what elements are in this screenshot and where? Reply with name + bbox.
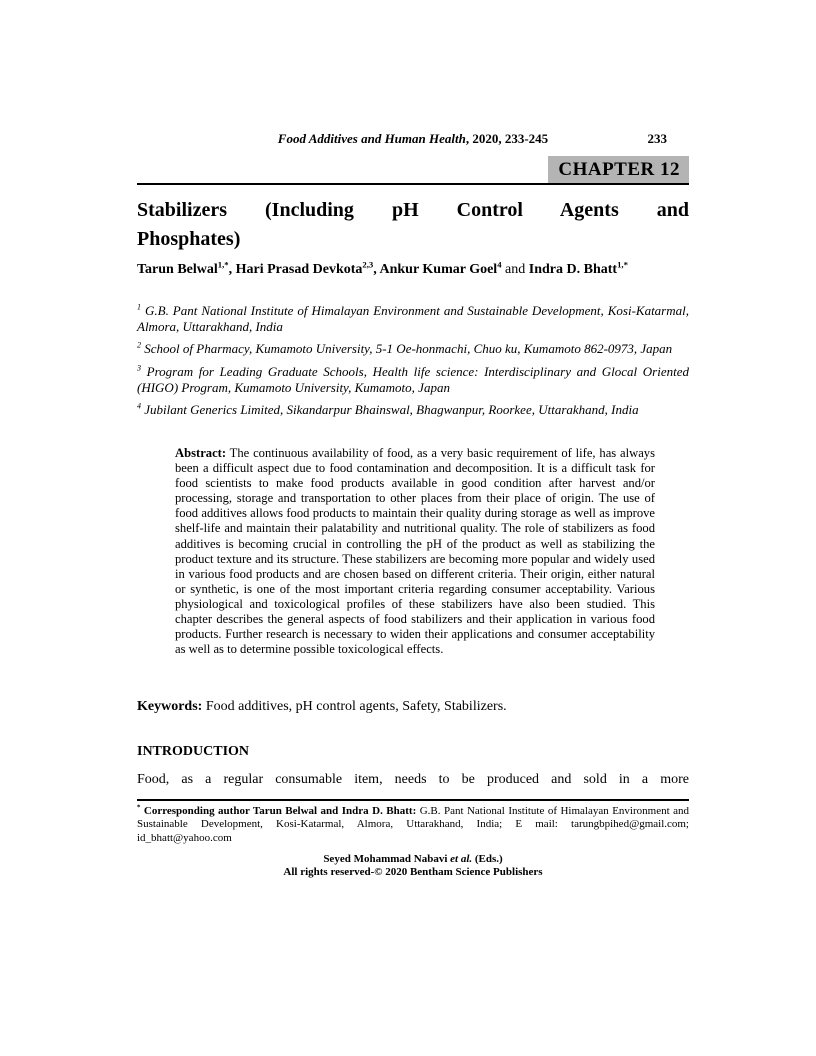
affiliation [137,303,689,335]
journal-reference: Food Additives and Human Health [277,131,466,146]
editors-suffix: (Eds.) [472,853,503,865]
header-rule [137,183,689,185]
affiliation [137,341,689,357]
affiliation-superscript: 2 [137,341,142,351]
journal-reference-detail: , 2020, 233-245 [465,131,549,146]
author-superscript: 1,* [217,259,229,270]
introduction-paragraph: Food, as a regular consumable item, needs to be produced and sold in a more [137,772,689,787]
authors-line [137,261,689,279]
chapter-title-line1: Stabilizers (Including pH Control Agents and [137,199,689,221]
et-al: et al. [450,853,473,865]
author-name: Indra D. Bhatt [528,262,618,277]
author-superscript: 1,* [617,259,628,270]
footnote-lead: Corresponding author Tarun Belwal and Indra D. Bhatt: [140,805,417,817]
chapter-title [137,196,689,253]
copyright-line: All rights reserved-© 2020 Bentham Science Publishers [283,866,543,878]
affiliations [137,303,689,424]
author-conjunction: and [501,262,529,277]
affiliation [137,402,689,418]
keywords-text: Food additives, pH control agents, Safety, Stabilizers. [202,699,507,714]
chapter-title-line2: Phosphates) [137,227,241,250]
abstract-label: Abstract: [175,446,227,460]
introduction-heading: INTRODUCTION [137,744,250,759]
editors-name: Seyed Mohammad Nabavi [323,853,451,865]
book-footer [137,853,689,879]
author-name: Hari Prasad Devkota [235,262,363,277]
footnote-rule [137,799,689,801]
affiliation-text: School of Pharmacy, Kumamoto University, 5-1 Oe-honmachi, Chuo ku, Kumamoto 862-0973, Japan [141,341,673,357]
affiliation-text: G.B. Pant National Institute of Himalayan Environment and Sustainable Development, Kosi-Katarmal, Almora, Uttarakhand, India [137,303,689,335]
chapter-badge: CHAPTER 12 [548,156,689,183]
author-superscript: 2,3 [362,259,374,270]
abstract-text: The continuous availability of food, as a very basic requirement of life, has always been a difficult aspect due to food contamination and decomposition. It is a difficult task for food scientists to make food products available in good condition after harvest and/or processing, storage and transportation to other places from their place of origin. The use of food additives allows food products to maintain their quality during storage as well as improve shelf-life and maintain their palatability and nutritional quality. The role of stabilizers as food additives is becoming crucial in controlling the pH of the product as well as stabilizing the product texture and its structure. These stabilizers are becoming more popular and widely used in various food products and are chosen based on different criteria. Their origin, either natural or synthetic, is one of the most important criteria regarding consumer acceptability. Various physiological and toxicological profiles of these stabilizers have also been studied. This chapter describes the general aspects of food stabilizers and their application in various food products. Further research is necessary to widen their applications and consumer acceptability as well as to determine possible toxicological effects. [175,446,655,657]
running-head [137,131,689,146]
author-name: Ankur Kumar Goel [379,262,498,277]
keywords [137,698,689,715]
editors-line [137,853,689,866]
footnote-text: G.B. Pant National Institute of Himalayan Environment and Sustainable Development, Kosi-Katarmal, Almora, Uttarakhand, India; E mail: tarungbpihed@gmail.com; id_bhatt@yahoo.com [137,805,689,844]
footnote-marker: * [137,804,141,812]
author-superscript: 4 [497,259,502,270]
affiliation-superscript: 3 [137,363,142,373]
affiliation [137,364,689,396]
affiliation-text: Jubilant Generics Limited, Sikandarpur Bhainswal, Bhagwanpur, Roorkee, Uttarakhand, India [141,402,639,418]
author-separator: , [373,262,380,277]
keywords-label: Keywords: [137,699,203,714]
abstract [175,446,655,657]
affiliation-superscript: 4 [137,401,142,411]
affiliation-superscript: 1 [137,302,142,312]
author-separator: , [228,262,236,277]
corresponding-author-footnote [137,805,689,845]
author-name: Tarun Belwal [137,262,218,277]
affiliation-text: Program for Leading Graduate Schools, Health life science: Interdisciplinary and Glocal Oriented (HIGO) Program, Kumamoto University, Kumamoto, Japan [137,363,689,395]
page-number: 233 [647,131,667,146]
